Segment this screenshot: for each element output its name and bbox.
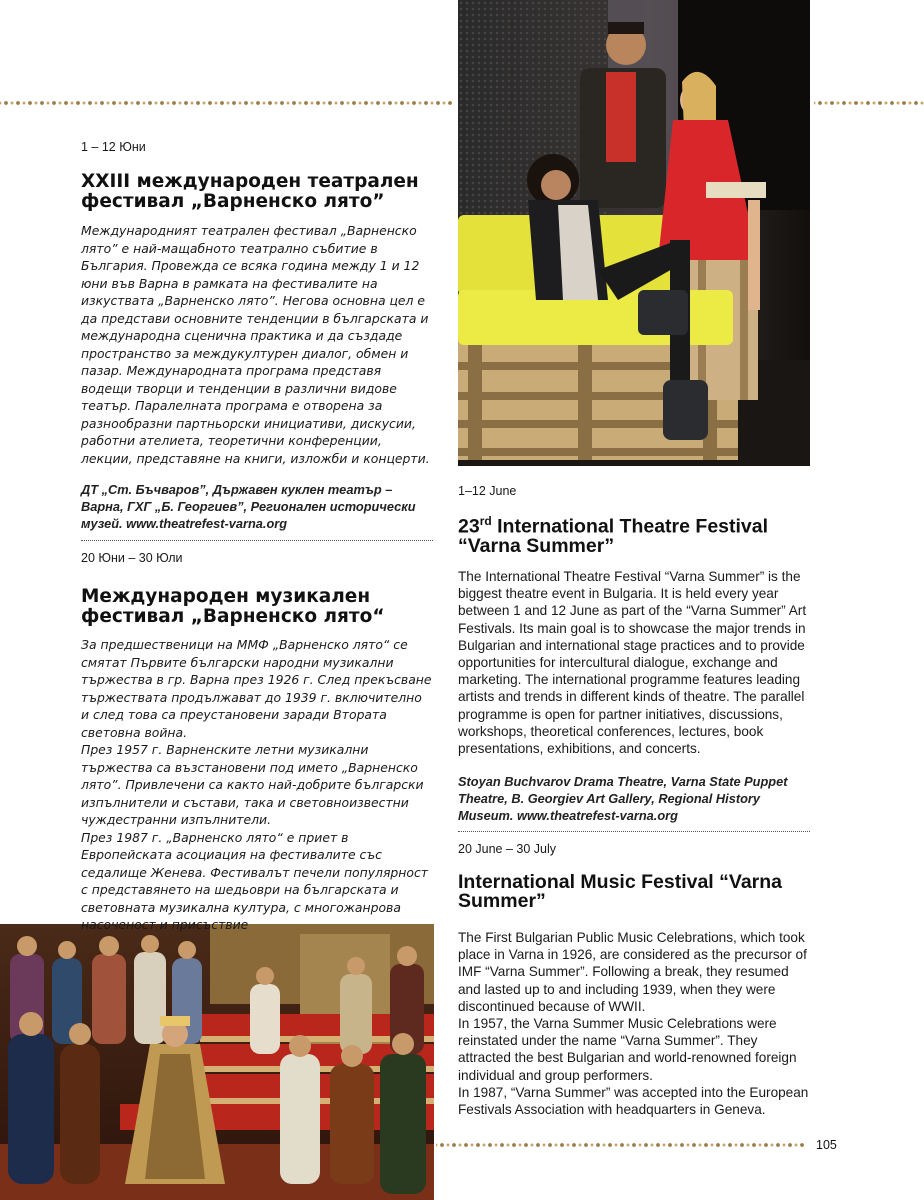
left-event1-date: 1 – 12 Юни: [81, 140, 146, 154]
left-event2-title: Международен музикален фестивал „Варненско лято“: [81, 586, 385, 627]
right-divider: [458, 831, 810, 832]
right-event1-title-number: 23: [458, 515, 480, 538]
right-event1-body: The International Theatre Festival “Varna Summer” is the biggest theatre event in Bulgaria. It is held every year between 1 and 12 June as part of the “Varna Summer” Art Festivals. Its main goal is to showcase the major trends in Bulgarian and international stage practices and to provide opportunities for intercultural dialogue, exchange and marketing. The international programme features leading artists and trends in different kinds of theatre. The parallel programme is open for partner initiatives, discussions, workshops, theoretical conferences, lectures, book presentations, exhibitions, and concerts.: [458, 569, 807, 757]
right-event1-venue: Stoyan Buchvarov Drama Theatre, Varna State Puppet Theatre, B. Georgiev Art Gallery, Regional History Museum. www.theatrefest-varna.org: [458, 774, 788, 823]
right-event2-title: International Music Festival “Varna Summer”: [458, 871, 783, 912]
left-event2-date: 20 Юни – 30 Юли: [81, 551, 183, 565]
left-divider: [81, 540, 433, 541]
right-event1-title: [458, 512, 810, 556]
left-event2-paragraph: През 1957 г. Варненските летни музикални тържества са възстановени под името „Варненско лято”. Привлечени са както най-добрите български изпълнители и състави, така и световноизвестни чуждестранни изпълнители.: [81, 742, 424, 827]
page-number: 105: [816, 1138, 837, 1152]
left-event2-paragraph: През 1987 г. „Варненско лято“ е приет в Европейската асоциация на фестивалите със седалище Женева. Фестивалът печели популярност с представянето на шедьоври на българската и световната музикална култура, с многожанрова насоченост и присъствие: [81, 829, 429, 932]
right-event2-paragraph: In 1987, “Varna Summer” was accepted into the European Festivals Association with headquarters in Geneva.: [458, 1084, 809, 1118]
left-event2-body: [81, 636, 433, 934]
right-event2-paragraph: The First Bulgarian Public Music Celebrations, which took place in Varna in 1926, are considered as the precursor of IMF “Varna Summer”. Following a break, they resumed and lasted up to and including 1939, when they were discontinued because of WWII.: [458, 930, 807, 1014]
opera-performance-photo: [0, 924, 434, 1200]
right-event2-date: 20 June – 30 July: [458, 842, 556, 856]
left-event2-paragraph: За предшественици на ММФ „Варненско лято“ се смятат Първите български народни музикални тържества в гр. Варна през 1926 г. След прекъсване тържествата продължават до 1939 г. включително и след това са преустановени заради Втората световна война.: [81, 637, 432, 740]
right-event2-body: [458, 929, 810, 1118]
right-event1-date: 1–12 June: [458, 484, 517, 498]
ornament-border-bottom: [436, 1140, 806, 1150]
right-event2-paragraph: In 1957, the Varna Summer Music Celebrations were reinstated under the name “Varna Summer”. They attracted the best Bulgarian and world-renowned foreign individual and group performers.: [458, 1016, 797, 1083]
ornament-border-top-right: [814, 98, 924, 108]
left-event1-title: XXIII международен театрален фестивал „Варненско лято”: [81, 171, 419, 212]
theatre-performance-photo: [458, 0, 810, 466]
ornament-border-top-left: [0, 98, 452, 108]
left-event1-body: Международният театрален фестивал „Варненско лято” е най-мащабното театрално събитие в България. Провежда се всяка година между 1 и 12 юни във Варна в рамката на фестивалите на изкуствата „Варненско лято”. Негова основна цел е да представи основните тенденции в българската и международна сценична практика и да създаде пространство за междукултурен диалог, обмен и пазар. Международната програма представя водещи творци и тенденции в различни видове театър. Паралелната програма е отворена за разнообразни партньорски инициативи, дискусии, работни ателиета, теоретични конференции, лекции, представяне на книги, изложби и концерти.: [81, 223, 430, 466]
right-event1-title-ordinal: rd: [479, 514, 492, 528]
right-event1-title-text: International Theatre Festival “Varna Summer”: [458, 515, 769, 557]
left-event1-venue: ДТ „Ст. Бъчваров”, Държавен куклен театър – Варна, ГХГ „Б. Георгиев”, Регионален исторически музей. www.theatrefest-varna.org: [81, 482, 416, 531]
